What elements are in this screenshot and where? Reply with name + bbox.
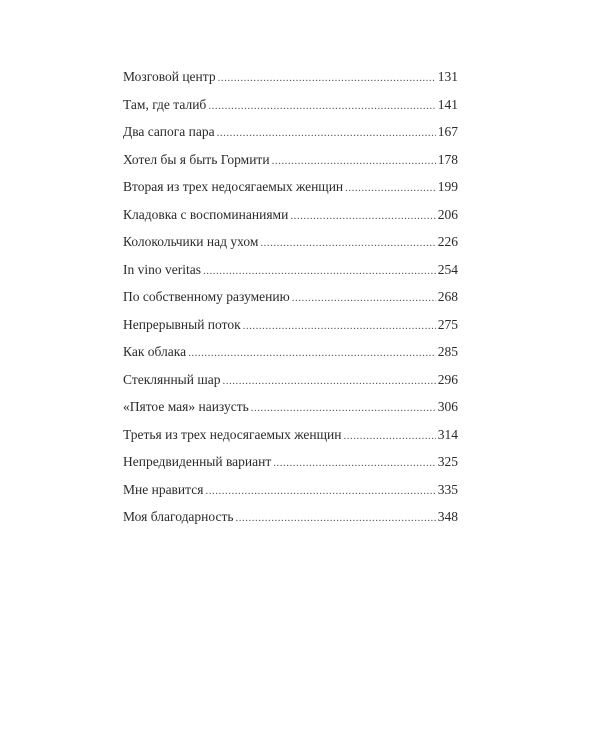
toc-entry-title: Там, где талиб [123,96,207,112]
toc-entry [123,283,458,311]
toc-entry-title: Хотел бы я быть Гормити [123,151,270,167]
toc-entry-title: «Пятое мая» наизусть [123,399,249,414]
toc-entry [123,63,458,91]
toc-entry-page: 275 [437,316,458,332]
table-of-contents [123,63,458,531]
toc-entry [123,173,458,201]
toc-entry-page: 131 [437,69,458,84]
dot-leader [217,120,436,148]
toc-entry-title: По собственному разумению [123,289,290,304]
dot-leader [218,65,436,93]
toc-entry-page: 254 [437,261,458,277]
toc-entry [123,338,458,366]
dot-leader [343,423,435,451]
toc-entry-title: Непрерывный поток [123,316,241,332]
toc-entry [123,448,458,476]
toc-entry-title: Стеклянный шар [123,371,221,387]
toc-entry-page: 199 [437,179,458,194]
toc-entry-title: In vino veritas [123,261,201,277]
dot-leader [345,175,436,203]
toc-entry [123,311,458,339]
toc-entry-title: Колокольчики над ухом [123,234,259,249]
toc-entry-title: Кладовка с воспоминаниями [123,206,289,222]
dot-leader [260,230,435,258]
dot-leader [272,148,436,176]
dot-leader [236,505,436,533]
toc-entry-title: Вторая из трех недосягаемых женщин [123,179,344,194]
toc-entry [123,146,458,174]
toc-entry-page: 268 [437,289,458,304]
toc-entry-title: Мне нравится [123,481,204,497]
toc-entry [123,201,458,229]
toc-entry-page: 306 [437,399,458,414]
dot-leader [208,93,435,121]
toc-entry [123,476,458,504]
toc-entry-title: Моя благодарность [123,509,234,524]
toc-entry-page: 178 [437,151,458,167]
dot-leader [205,478,435,506]
toc-entry-title: Непредвиденный вариант [123,454,272,469]
dot-leader [188,340,436,368]
toc-entry-page: 285 [437,344,458,359]
toc-entry-page: 167 [437,124,458,139]
toc-entry [123,421,458,449]
dot-leader [222,368,435,396]
toc-entry-page: 226 [437,234,458,249]
dot-leader [290,203,435,231]
dot-leader [203,258,436,286]
toc-entry [123,256,458,284]
toc-entry [123,503,458,531]
toc-entry [123,393,458,421]
toc-entry-page: 314 [437,426,458,442]
toc-entry-page: 296 [437,371,458,387]
dot-leader [273,450,435,478]
toc-entry-title: Третья из трех недосягаемых женщин [123,426,342,442]
toc-entry [123,366,458,394]
toc-entry-title: Мозговой центр [123,69,216,84]
toc-entry [123,91,458,119]
toc-entry-page: 325 [437,454,458,469]
toc-entry-page: 335 [437,481,458,497]
dot-leader [292,285,436,313]
toc-entry-page: 348 [437,509,458,524]
toc-entry-title: Два сапога пара [123,124,215,139]
toc-entry-title: Как облака [123,344,187,359]
dot-leader [251,395,436,423]
toc-entry-page: 206 [437,206,458,222]
toc-entry-page: 141 [437,96,458,112]
dot-leader [243,313,436,341]
toc-entry [123,228,458,256]
toc-entry [123,118,458,146]
